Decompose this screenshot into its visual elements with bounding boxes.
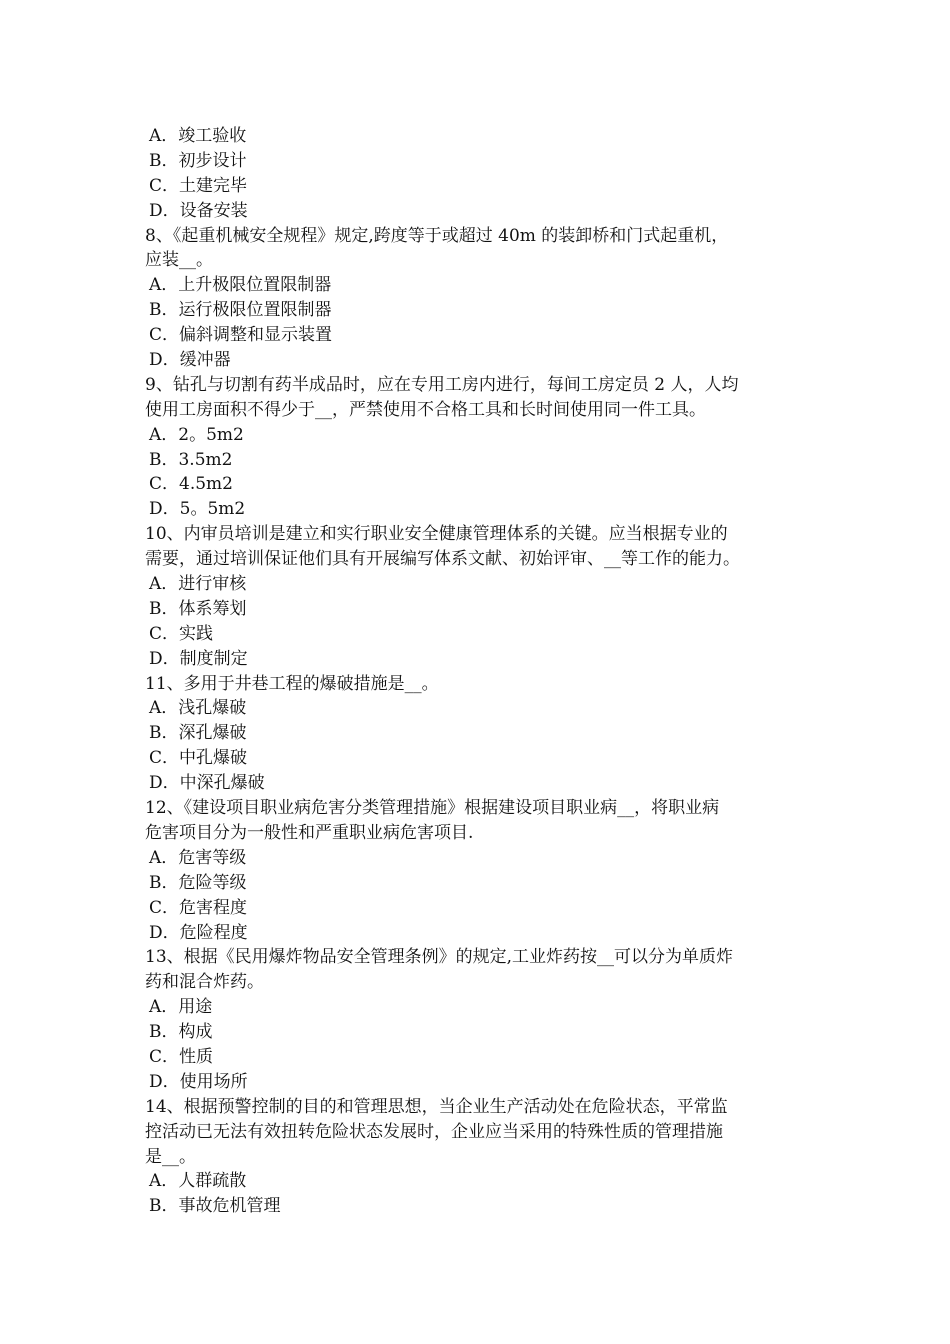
question-text-line: 是__。 (145, 1146, 196, 1167)
question-text-line: 药和混合炸药。 (145, 972, 264, 993)
answer-option: B．运行极限位置限制器 (149, 300, 332, 321)
question-text-line: 12、《建设项目职业病危害分类管理措施》根据建设项目职业病__，将职业病 (145, 798, 720, 819)
answer-option: C．土建完毕 (149, 175, 248, 196)
answer-option: A．危害等级 (149, 847, 247, 868)
answer-option: C．危害程度 (149, 897, 248, 918)
answer-option: D．制度制定 (149, 648, 248, 669)
answer-option: A．浅孔爆破 (149, 698, 247, 719)
answer-option: D．缓冲器 (149, 350, 231, 371)
answer-option: C．实践 (149, 623, 214, 644)
answer-option: A．进行审核 (149, 574, 247, 595)
answer-option: C．4.5m2 (149, 474, 233, 495)
answer-option: A．人群疏散 (149, 1171, 247, 1192)
answer-option: B．初步设计 (149, 150, 247, 171)
answer-option: D．中深孔爆破 (149, 773, 265, 794)
question-text-line: 10、内审员培训是建立和实行职业安全健康管理体系的关键。应当根据专业的 (145, 524, 728, 545)
document-page (145, 124, 815, 1219)
answer-option: B．3.5m2 (149, 449, 233, 470)
answer-option: C．偏斜调整和显示装置 (149, 325, 333, 346)
answer-option: D．危险程度 (149, 922, 248, 943)
question-text-line: 危害项目分为一般性和严重职业病危害项目. (145, 822, 474, 843)
question-text-line: 应装__。 (145, 250, 213, 271)
question-text-line: 控活动已无法有效扭转危险状态发展时，企业应当采用的特殊性质的管理措施 (145, 1121, 723, 1142)
question-text-line: 8、《起重机械安全规程》规定,跨度等于或超过 40m 的装卸桥和门式起重机， (145, 225, 729, 246)
question-text-line: 14、根据预警控制的目的和管理思想，当企业生产活动处在危险状态，平常监 (145, 1096, 728, 1117)
answer-option: D．设备安装 (149, 200, 248, 221)
answer-option: D．使用场所 (149, 1071, 248, 1092)
answer-option: A．用途 (149, 997, 213, 1018)
answer-option: C．性质 (149, 1046, 214, 1067)
answer-option: A．上升极限位置限制器 (149, 275, 332, 296)
question-text-line: 9、钻孔与切割有药半成品时，应在专用工房内进行，每间工房定员 2 人，人均 (145, 374, 739, 395)
answer-option: D．5。5m2 (149, 499, 246, 520)
question-text-line: 11、多用于井巷工程的爆破措施是__。 (145, 673, 439, 694)
answer-option: B．构成 (149, 1022, 213, 1043)
question-text-line: 使用工房面积不得少于__，严禁使用不合格工具和长时间使用同一件工具。 (145, 399, 706, 420)
answer-option: B．事故危机管理 (149, 1196, 281, 1217)
question-text-line: 13、根据《民用爆炸物品安全管理条例》的规定,工业炸药按__可以分为单质炸 (145, 947, 734, 968)
answer-option: B．深孔爆破 (149, 723, 247, 744)
question-text-line: 需要，通过培训保证他们具有开展编写体系文献、初始评审、__等工作的能力。 (145, 549, 740, 570)
answer-option: B．危险等级 (149, 872, 247, 893)
answer-option: B．体系筹划 (149, 598, 247, 619)
answer-option: A．2。5m2 (149, 424, 244, 445)
answer-option: C．中孔爆破 (149, 748, 248, 769)
answer-option: A．竣工验收 (149, 126, 247, 146)
